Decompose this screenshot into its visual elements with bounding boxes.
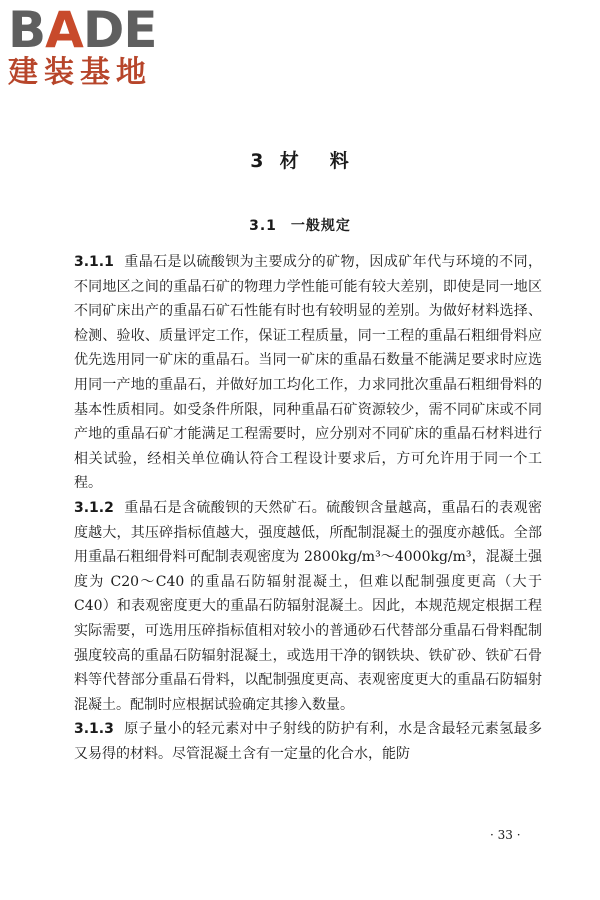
- logo-subtitle: 建装基地: [8, 55, 152, 90]
- body-text: [74, 250, 542, 766]
- chapter-title-char-1: 材: [279, 150, 300, 172]
- watermark-logo: [8, 1, 178, 94]
- clause-text: 重晶石是以硫酸钡为主要成分的矿物，因成矿年代与环境的不同，不同地区之间的重晶石矿的物理力学性能可能有较大差别，即使是同一地区不同矿床出产的重晶石矿石性能有时也有较明显的差别。为做好材料选择、检测、验收、质量评定工作，保证工程质量，同一工程的重晶石粗细骨料应优先选用同一矿床的重晶石。当同一矿床的重晶石数量不能满足要求时应选用同一产地的重晶石，并做好加工均化工作，力求同批次重晶石粗细骨料的基本性质相同。如受条件所限，同种重晶石矿资源较少，需不同矿床或不同产地的重晶石矿才能满足工程需要时，应分别对不同矿床的重晶石材料进行相关试验，经相关单位确认符合工程设计要求后，方可允许用于同一个工程。: [74, 254, 542, 492]
- section-heading: 一般规定: [290, 218, 351, 234]
- chapter-number: 3: [250, 150, 265, 172]
- clause-number: 3.1.2: [74, 499, 114, 516]
- clause-text: 重晶石是含硫酸钡的天然矿石。硫酸钡含量越高，重晶石的表观密度越大，其压碎指标值越大，强度越低，所配制混凝土的强度亦越低。全部用重晶石粗细骨料可配制表观密度为 2800kg/m³～4000kg/m³，混凝土强度为 C20～C40 的重晶石防辐射混凝土，但难以配制强度更高（大于 C40）和表观密度更大的重晶石防辐射混凝土。因此，本规范规定根据工程实际需要，可选用压碎指标值相对较小的普通砂石代替部分重晶石骨料配制强度较高的重晶石防辐射混凝土，或选用干净的钢铁块、铁矿砂、铁矿石骨料等代替部分重晶石骨料，以配制强度更高、表观密度更大的重晶石防辐射混凝土。配制时应根据试验确定其掺入数量。: [74, 499, 542, 713]
- section-title: [0, 215, 600, 235]
- clause-paragraph: [74, 496, 542, 717]
- logo-letter-a: A: [45, 1, 83, 59]
- clause-paragraph: [74, 250, 542, 496]
- clause-number: 3.1.1: [74, 254, 114, 270]
- clause-paragraph: [74, 717, 542, 766]
- section-number: 3.1: [249, 218, 277, 234]
- logo-letter-b: B: [8, 1, 46, 59]
- clause-text: 原子量小的轻元素对中子射线的防护有利，水是含最轻元素氢最多又易得的材料。尽管混凝土含有一定量的化合水，能防: [74, 721, 542, 762]
- logo-letters-de: DE: [82, 1, 157, 59]
- clause-number: 3.1.3: [74, 721, 114, 738]
- logo-wordmark: [8, 1, 178, 59]
- page-number: · 33 ·: [490, 828, 521, 842]
- chapter-title-char-2: 料: [329, 150, 350, 172]
- chapter-title: [0, 146, 600, 173]
